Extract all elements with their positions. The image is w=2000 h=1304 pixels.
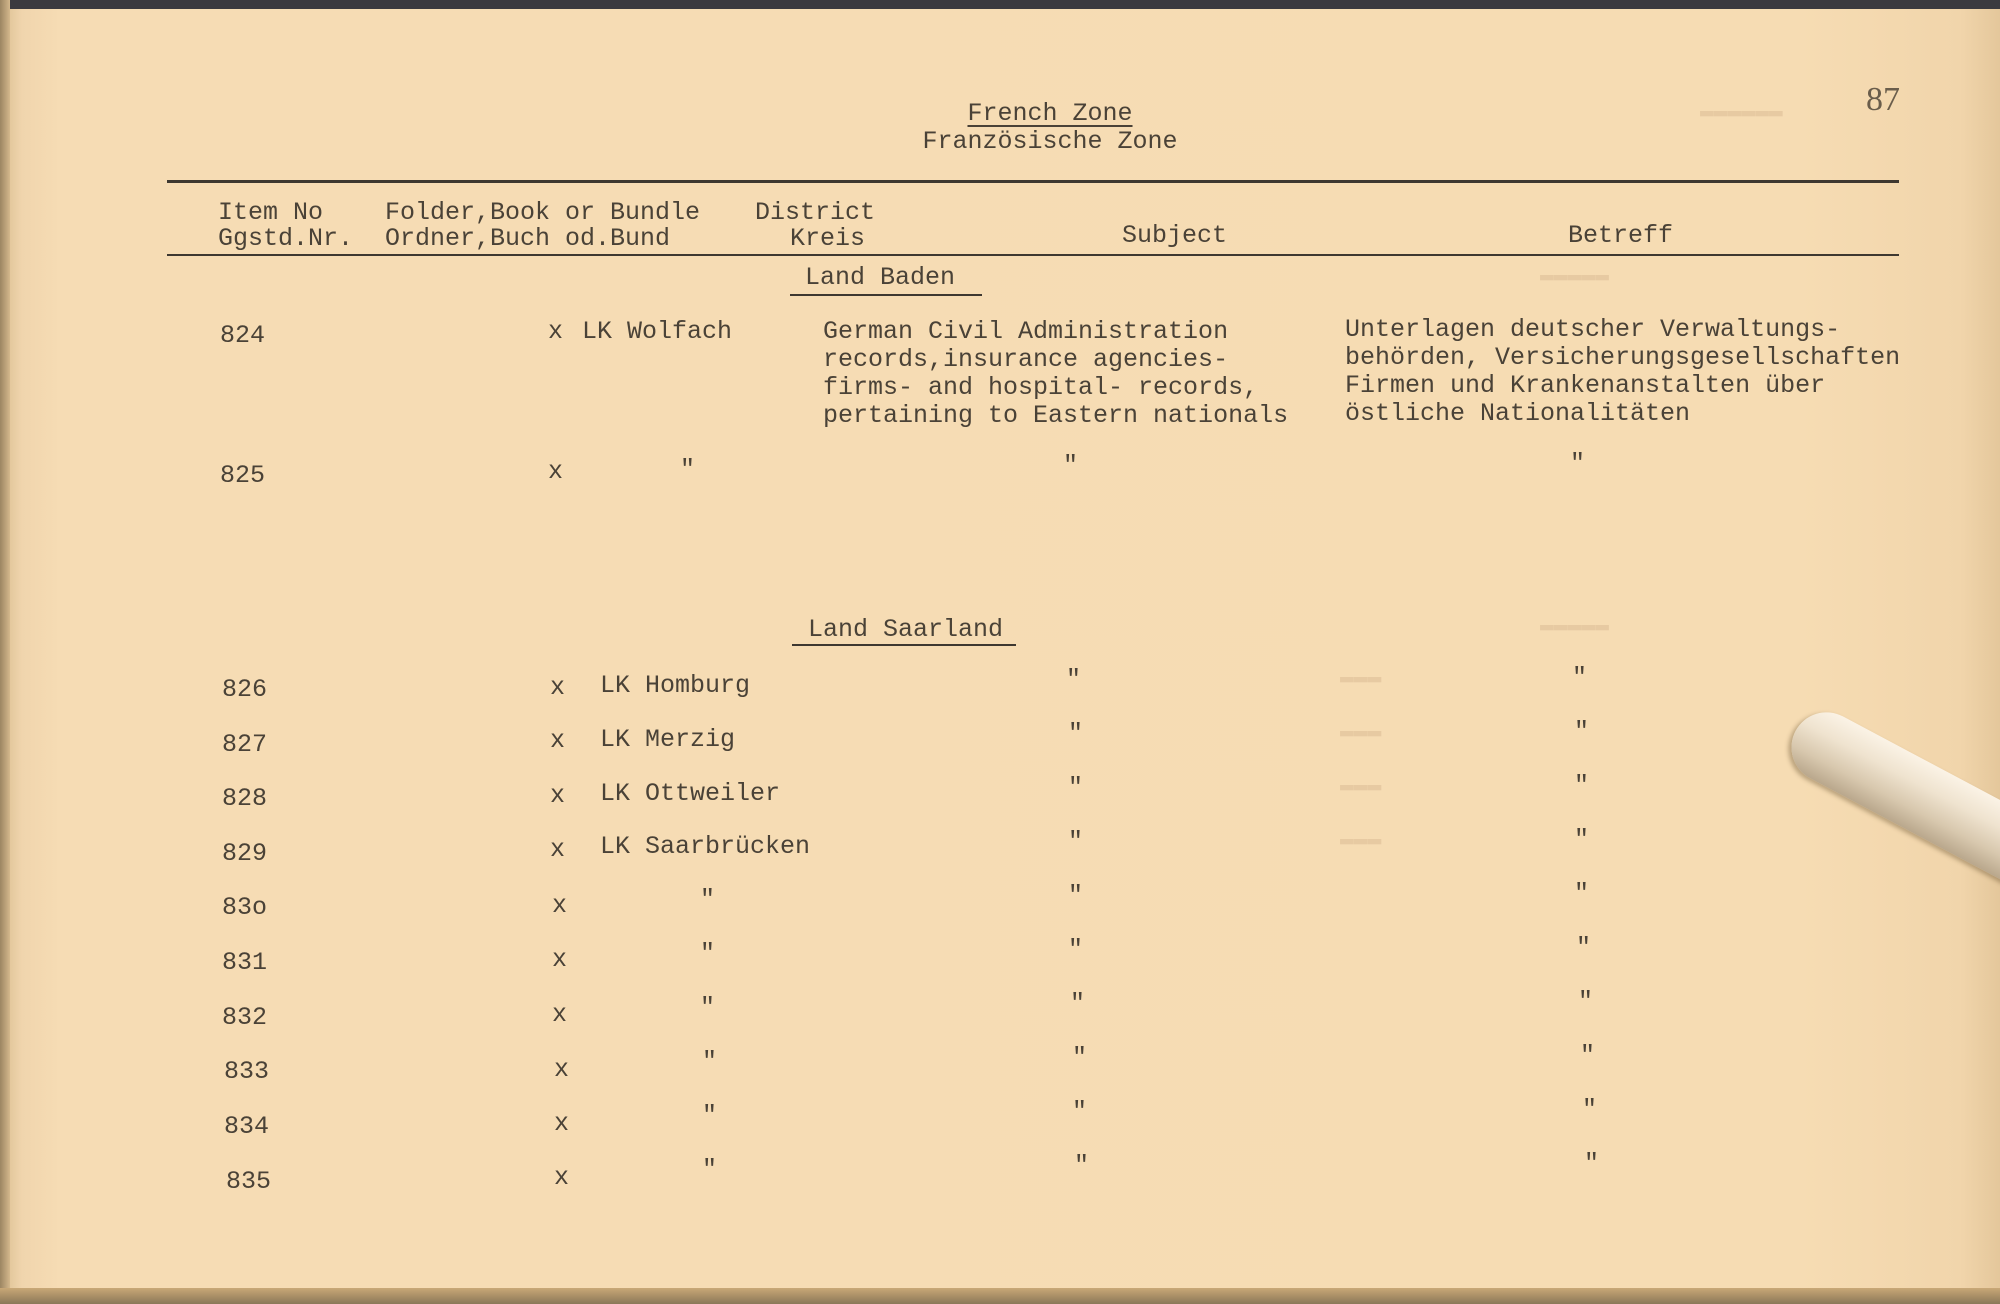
ditto-mark: ": [1070, 989, 1086, 1018]
x-mark: x: [550, 673, 566, 702]
x-mark: x: [552, 1000, 568, 1029]
item-number: 827: [222, 730, 268, 759]
x-mark: x: [554, 1109, 570, 1138]
section-heading-land-saarland: Land Saarland: [808, 615, 1004, 644]
ditto-mark: ": [1576, 933, 1592, 962]
bleed-through-mark: ▬▬▬: [1340, 826, 1382, 852]
item-number: 824: [220, 321, 266, 350]
scan-top-edge: [0, 0, 2000, 9]
district-cell: LK Wolfach: [582, 317, 733, 346]
item-number: 828: [222, 784, 268, 813]
subject-cell: German Civil Administration records,insurance agencies- firms- and hospital- records, pertaining to Eastern nationals: [823, 317, 1289, 430]
item-number: 826: [222, 675, 268, 704]
x-mark: x: [550, 835, 566, 864]
page-title: French Zone: [967, 99, 1133, 128]
item-number: 831: [222, 948, 268, 977]
ditto-mark: ": [680, 455, 696, 484]
bleed-through-mark: ▬▬▬: [1340, 664, 1382, 690]
header-district-de: Kreis: [790, 224, 866, 253]
item-number: 83o: [222, 893, 268, 922]
ditto-mark: ": [702, 1047, 718, 1076]
district-cell: LK Merzig: [600, 725, 736, 754]
ditto-mark: ": [1574, 879, 1590, 908]
item-number: 832: [222, 1003, 268, 1032]
ditto-mark: ": [1578, 987, 1594, 1016]
header-item-no-de: Ggstd.Nr.: [218, 224, 354, 253]
bleed-through-mark: ▬▬▬▬▬: [1540, 612, 1610, 638]
ditto-mark: ": [1068, 881, 1084, 910]
x-mark: x: [550, 726, 566, 755]
bleed-through-mark: ▬▬▬: [1340, 772, 1382, 798]
section-underline: [790, 294, 982, 296]
x-mark: x: [548, 457, 564, 486]
ditto-mark: ": [1584, 1149, 1600, 1178]
x-mark: x: [548, 317, 564, 346]
ditto-mark: ": [1580, 1041, 1596, 1070]
ditto-mark: ": [1574, 771, 1590, 800]
x-mark: x: [554, 1055, 570, 1084]
header-bottom-rule: [167, 254, 1899, 256]
x-mark: x: [550, 781, 566, 810]
betreff-cell: Unterlagen deutscher Verwaltungs- behörden, Versicherungsgesellschaften Firmen und Krankenanstalten über östliche Nationalitäten: [1345, 315, 1901, 428]
x-mark: x: [552, 945, 568, 974]
ditto-mark: ": [1572, 663, 1588, 692]
section-underline: [792, 644, 1016, 646]
ditto-mark: ": [1074, 1151, 1090, 1180]
header-betreff: Betreff: [1568, 221, 1674, 250]
ditto-mark: ": [700, 885, 716, 914]
header-subject: Subject: [1122, 221, 1228, 250]
ditto-mark: ": [1068, 719, 1084, 748]
ditto-mark: ": [700, 939, 716, 968]
ditto-mark: ": [1068, 935, 1084, 964]
ditto-mark: ": [1072, 1097, 1088, 1126]
ditto-mark: ": [1072, 1043, 1088, 1072]
header-folder-de: Ordner,Buch od.Bund: [385, 224, 671, 253]
bleed-through-mark: ▬▬▬: [1340, 718, 1382, 744]
ditto-mark: ": [1063, 451, 1079, 480]
ditto-mark: ": [700, 993, 716, 1022]
page-subtitle: Französische Zone: [922, 127, 1178, 156]
item-number: 833: [224, 1057, 270, 1086]
district-cell: LK Homburg: [600, 671, 751, 700]
bleed-through-mark: ▬▬▬▬▬: [1540, 262, 1610, 288]
item-number: 834: [224, 1112, 270, 1141]
section-heading-land-baden: Land Baden: [805, 263, 956, 292]
bleed-through-mark: ▬▬▬▬▬▬: [1700, 98, 1783, 124]
item-number: 835: [226, 1167, 272, 1196]
ditto-mark: ": [1574, 825, 1590, 854]
header-top-rule: [167, 180, 1899, 183]
item-number: 829: [222, 839, 268, 868]
ditto-mark: ": [1574, 717, 1590, 746]
page-number: 87: [1866, 81, 1900, 118]
ditto-mark: ": [1582, 1095, 1598, 1124]
header-item-no: Item No: [218, 198, 324, 227]
ditto-mark: ": [1068, 773, 1084, 802]
ditto-mark: ": [1066, 665, 1082, 694]
x-mark: x: [554, 1163, 570, 1192]
district-cell: LK Ottweiler: [600, 779, 781, 808]
district-cell: LK Saarbrücken: [600, 832, 811, 861]
ditto-mark: ": [1570, 449, 1586, 478]
header-folder: Folder,Book or Bundle: [385, 198, 701, 227]
x-mark: x: [552, 891, 568, 920]
page-binding-shadow: [0, 0, 10, 1304]
ditto-mark: ": [1068, 827, 1084, 856]
ditto-mark: ": [702, 1101, 718, 1130]
pencil-pointer: [1779, 700, 2000, 921]
item-number: 825: [220, 461, 266, 490]
scan-bottom-edge: [0, 1288, 2000, 1304]
ditto-mark: ": [702, 1155, 718, 1184]
header-district: District: [755, 198, 876, 227]
